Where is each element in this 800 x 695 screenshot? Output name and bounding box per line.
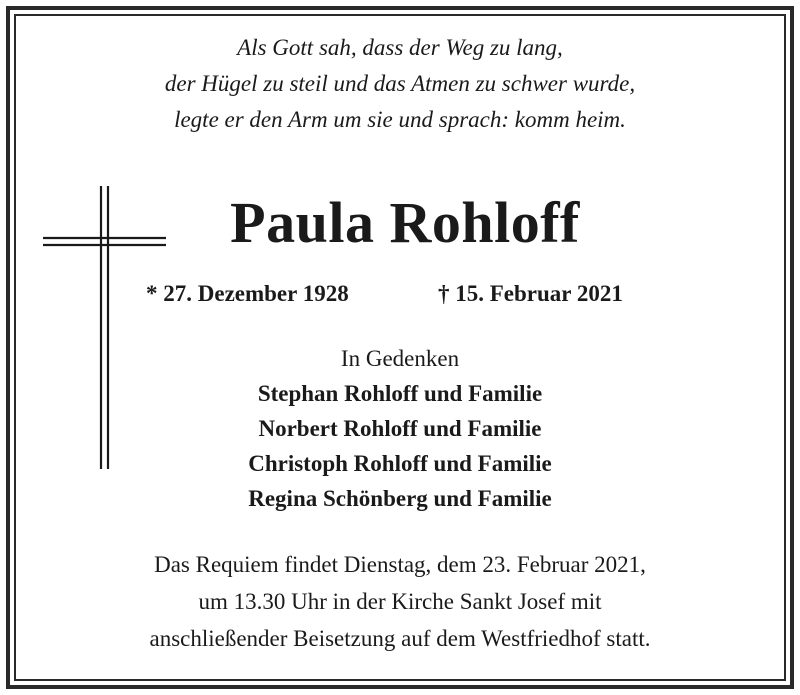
death-date: † 15. Februar 2021: [438, 281, 623, 306]
requiem-line: um 13.30 Uhr in der Kirche Sankt Josef mit: [198, 589, 602, 614]
requiem-line: anschließender Beisetzung auf dem Westfriedhof statt.: [149, 626, 651, 651]
poem-line: Als Gott sah, dass der Weg zu lang,: [237, 35, 563, 60]
requiem-line: Das Requiem findet Dienstag, dem 23. Februar 2021,: [154, 552, 646, 577]
requiem-notice: [0, 546, 800, 657]
deceased-name: Paula Rohloff: [230, 190, 580, 255]
poem: [0, 30, 800, 138]
birth-date: * 27. Dezember 1928: [146, 281, 349, 306]
family-line: Regina Schönberg und Familie: [248, 486, 552, 511]
family-line: Norbert Rohloff und Familie: [258, 416, 542, 441]
memorial-block: [0, 341, 800, 516]
memorial-lead: In Gedenken: [340, 346, 460, 371]
family-line: Stephan Rohloff und Familie: [257, 381, 543, 406]
poem-line: der Hügel zu steil und das Atmen zu schwer wurde,: [164, 71, 636, 96]
family-line: Christoph Rohloff und Familie: [248, 451, 552, 476]
poem-line: legte er den Arm um sie und sprach: komm heim.: [174, 107, 626, 132]
